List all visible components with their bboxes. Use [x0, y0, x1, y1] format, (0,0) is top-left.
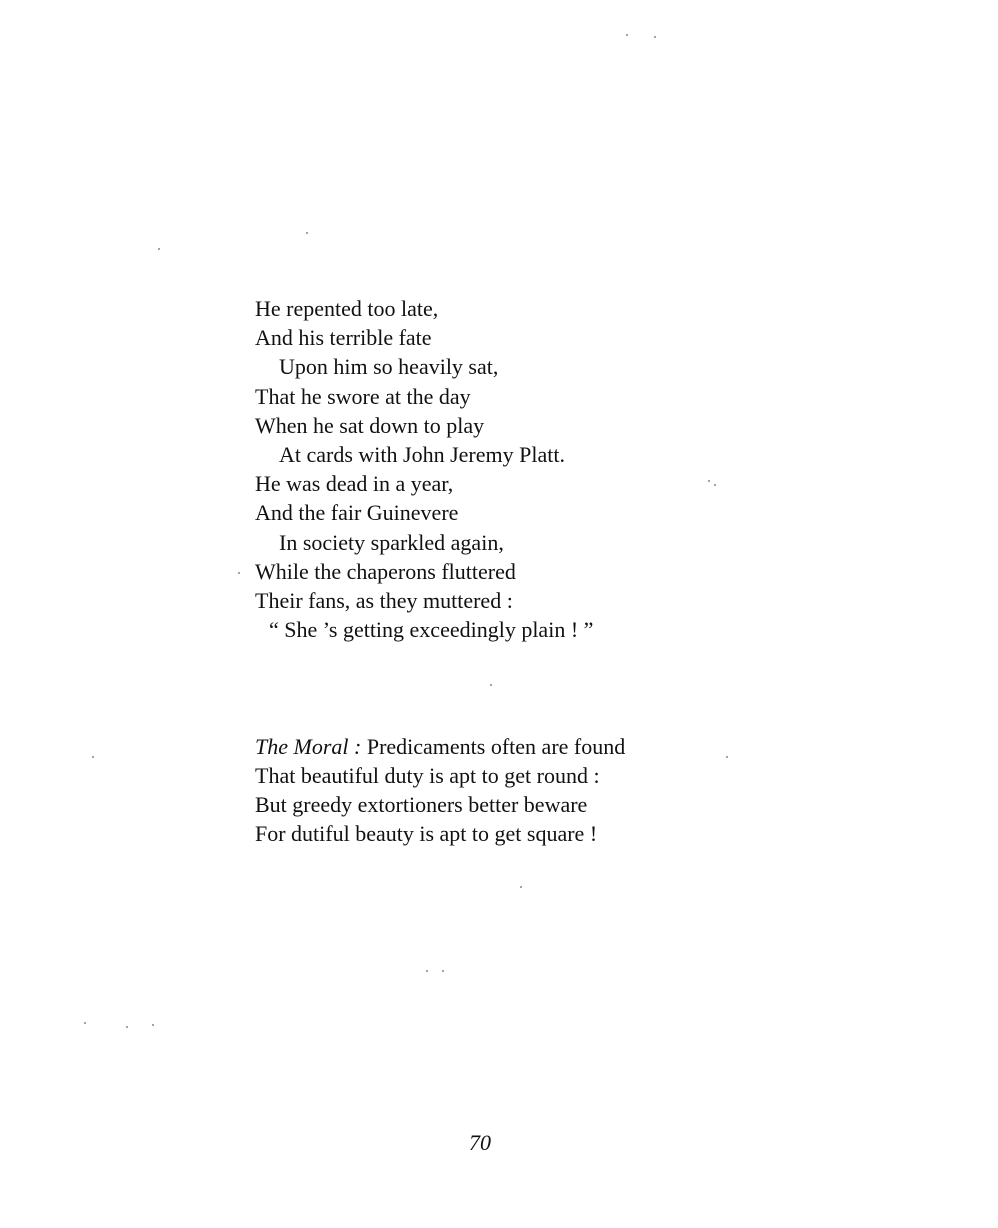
poem-line: While the chaperons fluttered: [255, 558, 516, 584]
poem-line: He was dead in a year,: [255, 471, 454, 497]
moral-stanza: [255, 732, 625, 848]
poem-line: And the fair Guinevere: [255, 500, 459, 526]
paper-speck: [158, 248, 160, 250]
poem-line: Upon him so heavily sat,: [279, 354, 499, 380]
moral-line: For dutiful beauty is apt to get square !: [255, 821, 598, 846]
paper-speck: [426, 970, 428, 972]
moral-line: That beautiful duty is apt to get round :: [255, 763, 600, 788]
poem-line: At cards with John Jeremy Platt.: [279, 441, 565, 467]
moral-label: The Moral :: [255, 734, 362, 759]
moral-first-line: [255, 732, 625, 761]
paper-speck: [126, 1026, 128, 1028]
page-number: 70: [469, 1130, 491, 1155]
paper-speck: [726, 756, 728, 758]
poem-line: That he swore at the day: [255, 383, 471, 409]
poem-line: In society sparkled again,: [279, 529, 504, 555]
paper-speck: [238, 572, 240, 574]
poem-line: And his terrible fate: [255, 325, 432, 351]
poem-line: When he sat down to play: [255, 412, 485, 438]
paper-speck: [152, 1024, 154, 1026]
paper-speck: [708, 480, 710, 482]
paper-speck: [306, 232, 308, 234]
paper-speck: [490, 684, 492, 686]
poem-line: He repented too late,: [255, 296, 439, 321]
moral-line-text: Predicaments often are found: [361, 734, 626, 759]
paper-speck: [654, 36, 656, 38]
paper-speck: [442, 970, 444, 972]
paper-speck: [714, 484, 716, 486]
paper-speck: [92, 756, 94, 758]
paper-speck: [84, 1022, 86, 1024]
paper-speck: [520, 886, 522, 888]
paper-speck: [626, 34, 628, 36]
moral-line: But greedy extortioners better beware: [255, 792, 588, 817]
poem-line: “ She ’s getting exceedingly plain ! ”: [269, 617, 594, 643]
poem-line: Their fans, as they muttered :: [255, 587, 513, 613]
poem-stanza: [255, 294, 593, 644]
